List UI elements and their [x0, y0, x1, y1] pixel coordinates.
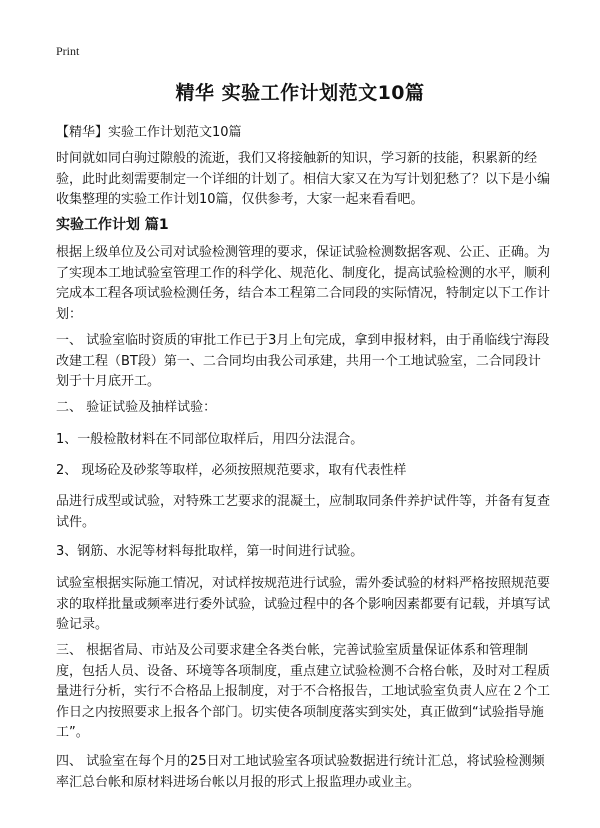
paragraph: 试验室根据实际施工情况，对试样按规范进行试验，需外委试验的材料严格按照规范要求的取样批量或频率进行委外试验，试验过程中的各个影响因素都要有记载，并填写试验记录。 [56, 576, 551, 632]
section-heading: 实验工作计划 篇1 [56, 217, 169, 233]
paragraph: 一、 试验室临时资质的审批工作已于3月上旬完成，拿到申报材料，由于甬临线宁海段改建工程（BT段）第一、二合同均由我公司承建，共用一个工地试验室，二合同段计划于十月底开工。 [56, 333, 550, 389]
paragraph: 根据上级单位及公司对试验检测管理的要求，保证试验检测数据客观、公正、正确。为了实现本工地试验室管理工作的科学化、规范化、制度化，提高试验检测的水平，顺利完成本工程各项试验检测任务，结合本工程第二合同段的实际情况，特制定以下工作计划： [56, 245, 551, 322]
paragraph: 四、 试验室在每个月的25日对工地试验室各项试验数据进行统计汇总，将试验检测频率汇总台帐和原材料进场台帐以月报的形式上报监理办或业主。 [56, 754, 545, 790]
paragraph: 二、 验证试验及抽样试验： [56, 400, 217, 415]
paragraph: 1、一般检散材料在不同部位取样后，用四分法混合。 [56, 432, 364, 447]
intro-paragraph: 时间就如同白驹过隙般的流逝，我们又将接触新的知识，学习新的技能，积累新的经验，此时此刻需要制定一个详细的计划了。相信大家又在为写计划犯愁了？以下是小编收集整理的实验工作计划10篇，仅供参考，大家一起来看看吧。 [56, 151, 551, 207]
paragraph: 3、钢筋、水泥等材料每批取样，第一时间进行试验。 [56, 544, 364, 559]
document-title: 精华 实验工作计划范文10篇 [175, 82, 425, 104]
document-subtitle: 【精华】实验工作计划范文10篇 [56, 125, 242, 140]
paragraph: 三、 根据省局、市站及公司要求建全各类台帐，完善试验室质量保证体系和管理制度，包括人员、设备、环境等各项制度，重点建立试验检测不合格台帐，及时对工程质量进行分析，实行不合格品上报制度，对于不合格报告，工地试验室负责人应在２个工作日之内按照要求上报各个部门。切实使各项制度落实到实处，真正做到“试验指导施工”。 [56, 643, 551, 740]
print-label[interactable]: Print [56, 44, 80, 58]
paragraph: 2、 现场砼及砂浆等取样，必须按照规范要求，取有代表性样 [56, 463, 407, 478]
paragraph: 品进行成型或试验，对特殊工艺要求的混凝土，应制取同条件养护试件等，并备有复查试件。 [56, 494, 551, 530]
